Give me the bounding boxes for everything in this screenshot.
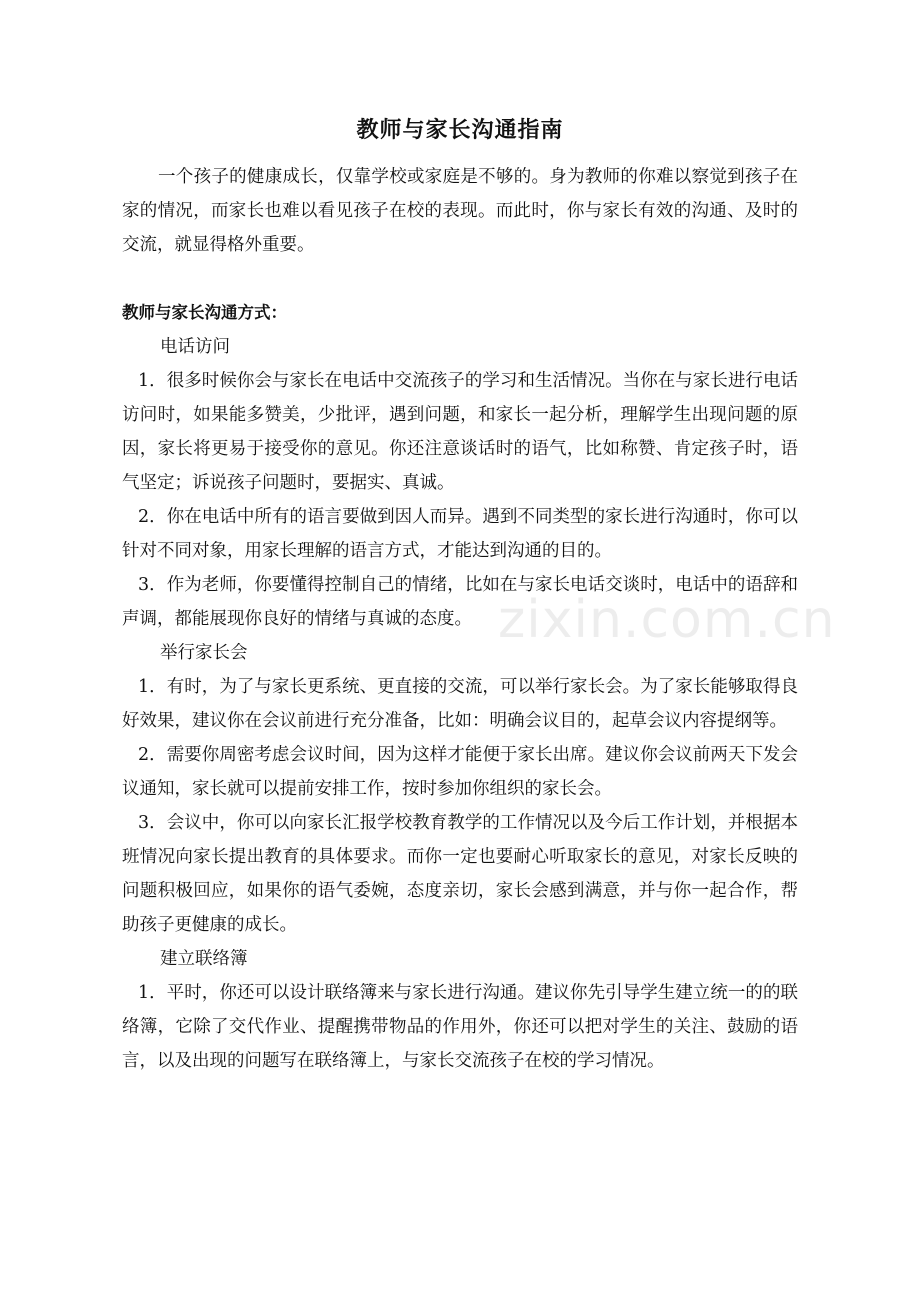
watermark: zixin.com.cn (498, 590, 836, 650)
document-body (122, 160, 798, 1078)
phone-item-3: 3．作为老师，你要懂得控制自己的情绪，比如在与家长电话交谈时，电话中的语辞和声调，都能展现你良好的情绪与真诚的态度。 (122, 575, 798, 629)
phone-item-2: 2．你在电话中所有的语言要做到因人而异。遇到不同类型的家长进行沟通时，你可以针对不同对象，用家长理解的语言方式，才能达到沟通的目的。 (122, 507, 798, 561)
meeting-item-2: 2．需要你周密考虑会议时间，因为这样才能便于家长出席。建议你会议前两天下发会议通知，家长就可以提前安排工作，按时参加你组织的家长会。 (122, 745, 798, 799)
document-title: 教师与家长沟通指南 (356, 118, 564, 143)
intro-paragraph: 一个孩子的健康成长，仅靠学校或家庭是不够的。身为教师的你难以察觉到孩子在家的情况，而家长也难以看见孩子在校的表现。而此时，你与家长有效的沟通、及时的交流，就显得格外重要。 (122, 167, 798, 255)
phone-item-1: 1．很多时候你会与家长在电话中交流孩子的学习和生活情况。当你在与家长进行电话访问时，如果能多赞美，少批评，遇到问题，和家长一起分析，理解学生出现问题的原因，家长将更易于接受你的意见。你还注意谈话时的语气，比如称赞、肯定孩子时，语气坚定；诉说孩子问题时，要据实、真诚。 (122, 371, 798, 493)
section-heading: 教师与家长沟通方式： (122, 303, 287, 322)
meeting-item-1: 1．有时，为了与家长更系统、更直接的交流，可以举行家长会。为了家长能够取得良好效果，建议你在会议前进行充分准备，比如：明确会议目的，起草会议内容提纲等。 (122, 677, 798, 731)
subheading-parent-meeting: 举行家长会 (160, 643, 248, 663)
subheading-contact-book: 建立联络簿 (160, 949, 248, 969)
contact-book-item-1: 1．平时，你还可以设计联络簿来与家长进行沟通。建议你先引导学生建立统一的的联络簿，它除了交代作业、提醒携带物品的作用外，你还可以把对学生的关注、鼓励的语言，以及出现的问题写在联络簿上，与家长交流孩子在校的学习情况。 (122, 983, 798, 1071)
subheading-phone-visit: 电话访问 (160, 337, 230, 357)
meeting-item-3: 3．会议中，你可以向家长汇报学校教育教学的工作情况以及今后工作计划，并根据本班情况向家长提出教育的具体要求。而你一定也要耐心听取家长的意见，对家长反映的问题积极回应，如果你的语气委婉，态度亲切，家长会感到满意，并与你一起合作，帮助孩子更健康的成长。 (122, 813, 798, 935)
